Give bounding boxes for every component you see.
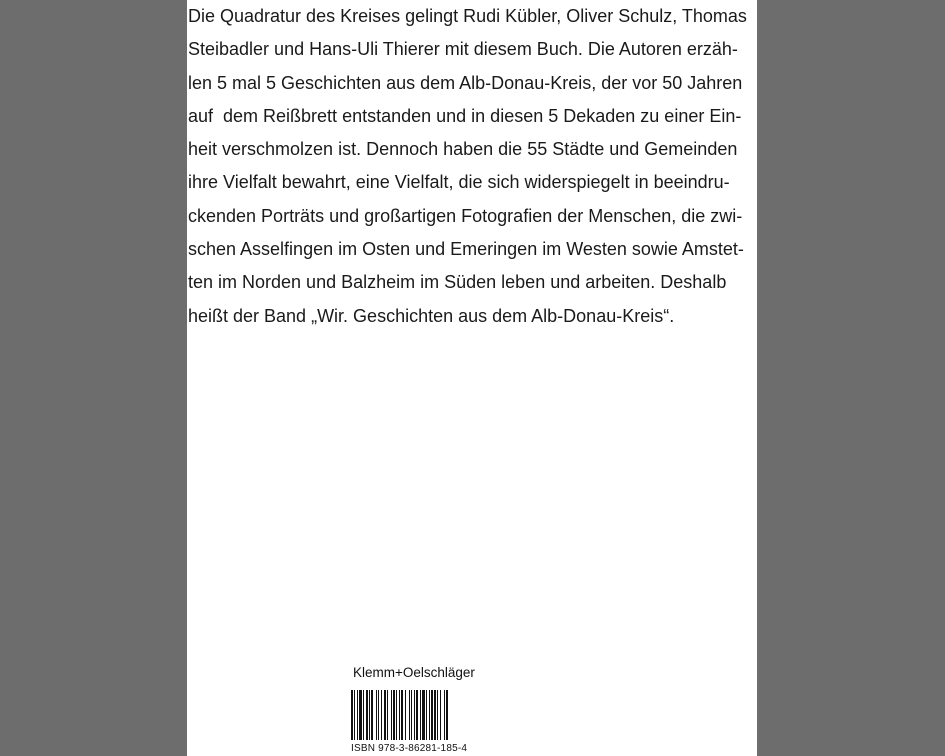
barcode-bar (411, 690, 412, 740)
blurb-line: ckenden Porträts und großartigen Fotografien der Menschen, die zwi- (188, 205, 743, 226)
barcode-bar (429, 690, 430, 740)
barcode-bar (426, 690, 427, 740)
barcode-bar (351, 690, 353, 740)
barcode-bar (381, 690, 382, 740)
publisher-name: Klemm+Oelschläger (353, 665, 475, 680)
barcode-bar (409, 690, 410, 740)
barcode-bar (437, 690, 438, 740)
barcode-bar (444, 690, 445, 740)
barcode-bar (391, 690, 392, 740)
blurb-line: ten im Norden und Balzheim im Süden leben und arbeiten. Deshalb (188, 272, 727, 293)
barcode-bar (396, 690, 397, 740)
barcode-bar (431, 690, 433, 740)
barcode-bar (376, 690, 377, 740)
blurb-line: schen Asselfingen im Osten und Emeringen im Westen sowie Amstet- (188, 239, 744, 260)
barcode-bar (384, 690, 386, 740)
barcode-bar (440, 690, 441, 740)
book-back-cover (187, 0, 757, 756)
blurb-line: auf dem Reißbrett entstanden und in diesen 5 Dekaden zu einer Ein- (188, 105, 742, 126)
barcode-bar (371, 690, 373, 740)
barcode-bar (378, 690, 379, 740)
blurb-line: Steibadler und Hans-Uli Thierer mit diesem Buch. Die Autoren erzäh- (188, 39, 738, 60)
isbn-number: ISBN 978-3-86281-185-4 (351, 743, 468, 754)
barcode-bar (387, 690, 388, 740)
barcode-bar (416, 690, 418, 740)
blurb-text (188, 0, 756, 333)
isbn-barcode (351, 690, 487, 740)
barcode-bar (414, 690, 415, 740)
barcode-bar (446, 690, 448, 740)
barcode-bar (357, 690, 358, 740)
barcode-bar (393, 690, 395, 740)
blurb-line: Die Quadratur des Kreises gelingt Rudi Kübler, Oliver Schulz, Thomas (188, 6, 747, 26)
blurb-line: len 5 mal 5 Geschichten aus dem Alb-Donau-Kreis, der vor 50 Jahren (188, 72, 743, 93)
blurb-line: heißt der Band „Wir. Geschichten aus dem Alb-Donau-Kreis“. (188, 305, 675, 326)
barcode-bar (359, 690, 362, 740)
barcode-bar (420, 690, 421, 740)
barcode-bar (363, 690, 364, 740)
barcode-bar (366, 690, 368, 740)
barcode-bar (422, 690, 425, 740)
barcode-bar (434, 690, 436, 740)
blurb-line: ihre Vielfalt bewahrt, eine Vielfalt, die sich widerspiegelt in beeindru- (188, 172, 730, 193)
barcode-bar (405, 690, 406, 740)
barcode-bar (354, 690, 355, 740)
barcode-bar (369, 690, 370, 740)
blurb-line: heit verschmolzen ist. Dennoch haben die 55 Städte und Gemeinden (188, 139, 738, 160)
barcode-bar (401, 690, 403, 740)
barcode-bar (399, 690, 400, 740)
